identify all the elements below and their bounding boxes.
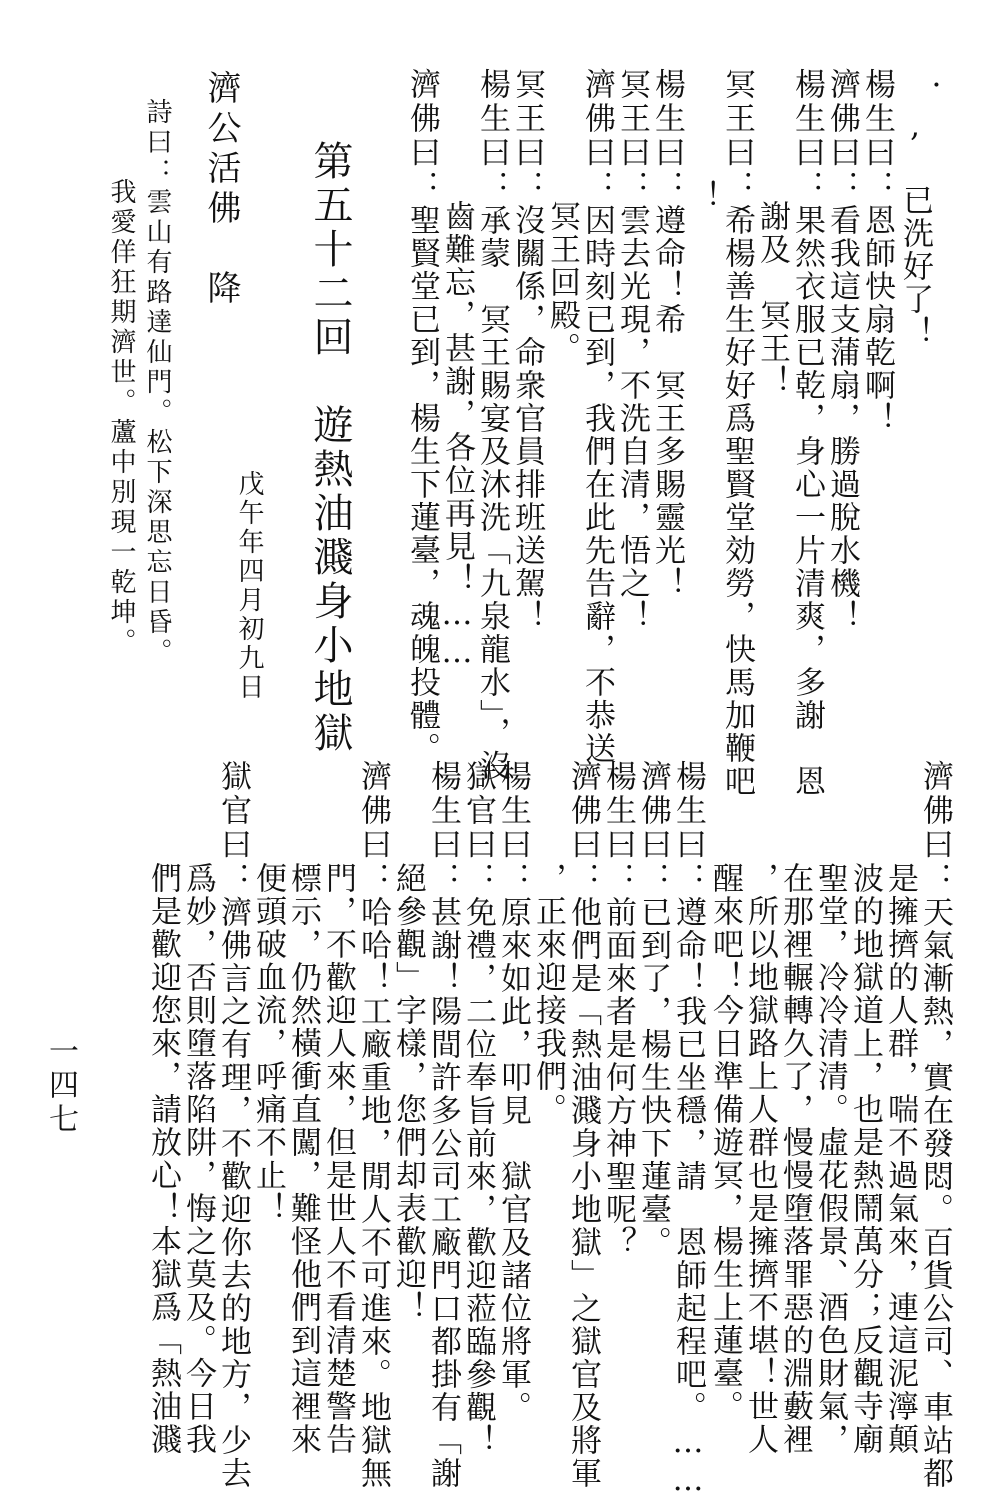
dialogue-text: 遵命！我已坐穩，請 恩師起程吧。…… [670,896,706,1500]
chapter-title: 第五十二回 遊熱油濺身小地獄 [307,140,353,756]
speaker-label: 獄官曰： [215,760,251,896]
text-column [897,108,933,349]
speaker-label: 冥王曰： [614,68,650,204]
speaker-label: 濟佛曰： [355,760,391,896]
dialogue-text: 已到了，楊生快下蓮臺。 [635,896,671,1259]
dialogue-text: 恩師快扇乾啊！ [859,204,895,435]
dialogue-column [579,68,615,765]
continuation-column [544,200,580,365]
continuation-column: 聖堂，冷冷清清。虛花假景、酒色財氣， [812,862,848,1456]
dialogue-column [917,760,953,1490]
dialogue-text: 齒難忘，甚謝，各位再見！…… [439,200,475,672]
dialogue-text: ！ [684,180,720,213]
continuation-column [439,200,475,672]
speaker-label: 濟佛曰： [917,760,953,896]
dialogue-text: 聖賢堂已到，楊生下蓮臺，魂魄投體。 [404,204,440,765]
speaker-label: 楊生曰： [789,68,825,204]
speaker-label: 楊生曰： [600,760,636,896]
dialogue-text: 他們是「熱油濺身小地獄」之獄官及將軍 [565,896,601,1490]
continuation-column: ，正來迎接我們。 [530,862,566,1126]
continuation-column: 波的地獄道上，也是熱鬧萬分；反觀寺廟 [847,862,883,1456]
speaker-label: 獄官曰： [460,760,496,896]
dialogue-column [635,760,671,1259]
continuation-column: 在那裡輾轉久了，慢慢墮落罪惡的淵藪裡 [777,862,813,1456]
poem-intro: 詩曰： [142,98,172,188]
poem-line-2: 我愛佯狂期濟世。蘆中別現一乾坤。 [106,178,136,658]
dialogue-text: 原來如此，叩見 獄官及諸位將軍。 [495,896,531,1424]
dialogue-column [649,68,685,600]
dialogue-text: 因時刻已到，我們在此先告辭，不恭送 [579,204,615,765]
speaker-label: 濟佛曰： [579,68,615,204]
speaker-label: 濟佛曰： [824,68,860,204]
poem-text: 雲山有路達仙門。松下深思忘日昏。 [142,188,172,668]
continuation-column: 醒來吧！今日準備遊冥，楊生上蓮臺。 [707,862,743,1423]
dialogue-text: 遵命！希 冥王多賜靈光！ [649,204,685,600]
continuation-column: 便頭破血流，呼痛不止！ [250,862,286,1225]
dialogue-column [355,760,391,1490]
dialogue-text: 雲去光現，不洗自清，悟之！ [614,204,650,633]
dialogue-column [719,68,755,798]
dialogue-column [474,68,510,783]
page-number: 一四七 [43,1035,78,1137]
dialogue-text: 冥王回殿。 [544,200,580,365]
date-line: 戊午年四月初九日 [234,470,264,702]
dialogue-column [565,760,601,1490]
continuation-column: 門，不歡迎人來，但是世人不看清楚警告 [320,862,356,1456]
dialogue-text: 謝及 冥王！ [754,200,790,398]
dialogue-text: 濟佛言之有理，不歡迎你去的地方，少去 [215,896,251,1490]
dialogue-text: 天氣漸熱，實在發悶。百貨公司、車站都 [917,896,953,1490]
continuation-column [684,180,720,213]
dialogue-column [614,68,650,633]
continuation-column: 絕參觀」字樣，您們却表歡迎！ [390,862,426,1324]
speaker-label: 濟佛曰： [404,68,440,204]
column-text: ． [905,80,941,113]
column-text: , 已洗好了！ [897,108,933,349]
dialogue-column [600,760,636,1259]
dialogue-column [670,760,706,1500]
dialogue-column [495,760,531,1424]
dialogue-column [404,68,440,765]
continuation-column: 們是歡迎您來，請放心！本獄爲「熱油濺 [145,862,181,1456]
continuation-column: ，所以地獄路上人群也是擁擠不堪！世人 [742,862,778,1456]
dialogue-text: 承蒙 冥王賜宴及沐洗「九泉龍水」，沒 [474,204,510,783]
speaker-label: 楊生曰： [495,760,531,896]
dialogue-text: 前面來者是何方神聖呢？ [600,896,636,1259]
continuation-column [754,200,790,398]
dialogue-text: 希楊善生好好爲聖賢堂効勞，快馬加鞭吧 [719,204,755,798]
dialogue-text: 甚謝！陽間許多公司工廠門口都掛有「謝 [425,896,461,1490]
speaker-label: 楊生曰： [425,760,461,896]
speaker-label: 冥王曰： [719,68,755,204]
dialogue-text: 哈哈！工廠重地，閒人不可進來。地獄無 [355,896,391,1490]
dialogue-column [789,68,825,798]
continuation-column: 標示，仍然橫衝直闖，難怪他們到這裡來 [285,862,321,1456]
speaker-label: 楊生曰： [649,68,685,204]
dialogue-text: 果然衣服已乾，身心一片清爽，多謝 恩 [789,204,825,798]
dialogue-column [824,68,860,633]
speaker-label: 楊生曰： [474,68,510,204]
dialogue-column [215,760,251,1490]
dialogue-column [425,760,461,1490]
dialogue-text: 看我這支蒲扇，勝過脫水機！ [824,204,860,633]
dialogue-column [859,68,895,435]
dialogue-text: 沒關係，命衆官員排班送駕！ [509,204,545,633]
deity-line: 濟公活佛 降 [201,70,241,310]
dialogue-column [509,68,545,633]
speaker-label: 楊生曰： [670,760,706,896]
speaker-label: 濟佛曰： [565,760,601,896]
dialogue-column [460,760,496,1457]
speaker-label: 冥王曰： [509,68,545,204]
poem-line-1 [144,98,170,668]
speaker-label: 楊生曰： [859,68,895,204]
speaker-label: 濟佛曰： [635,760,671,896]
dialogue-text: 免禮，二位奉旨前來，歡迎蒞臨參觀！ [460,896,496,1457]
continuation-column: 爲妙，否則墮落陷阱，悔之莫及。今日我 [180,862,216,1456]
continuation-column: 是擁擠的人群，喘不過氣來，連這泥濘顛 [882,862,918,1456]
